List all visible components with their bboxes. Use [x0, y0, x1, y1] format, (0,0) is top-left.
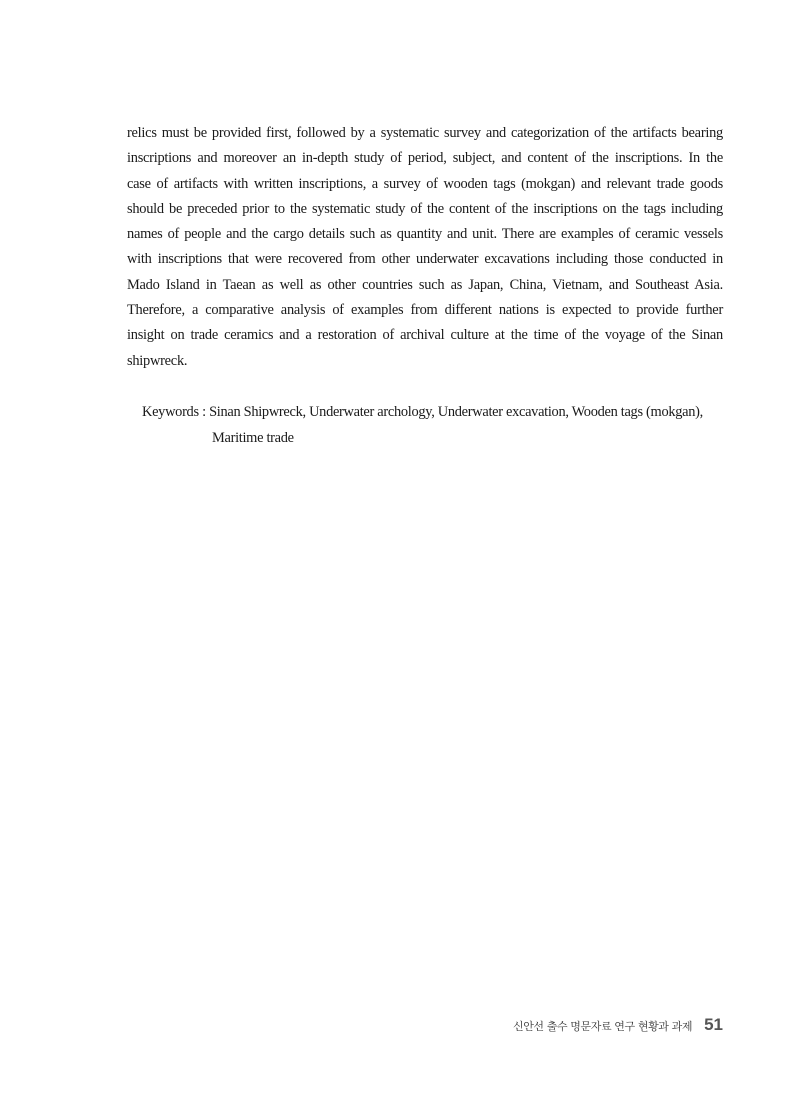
abstract-line: case of artifacts with written inscriptions, a survey of wooden tags (mokgan) and relevant trade goods [127, 175, 723, 192]
page-footer [513, 1015, 723, 1035]
running-title: 신안선 출수 명문자료 연구 현황과 과제 [512, 1020, 693, 1033]
abstract-line: Mado Island in Taean as well as other countries such as Japan, China, Vietnam, and Southeast Asia. [127, 276, 723, 293]
abstract-line: Therefore, a comparative analysis of examples from different nations is expected to provide further [127, 302, 723, 319]
abstract-line: insight on trade ceramics and a restoration of archival culture at the time of the voyage of the Sinan [127, 327, 723, 344]
abstract-line: inscriptions and moreover an in-depth study of period, subject, and content of the inscriptions. In the [127, 150, 723, 167]
abstract-paragraph [127, 121, 723, 374]
keywords-label: Keywords [142, 404, 199, 420]
abstract-line: should be preceded prior to the systematic study of the content of the inscriptions on the tags including [127, 200, 723, 217]
page-number: 51 [704, 1015, 723, 1034]
keywords-separator: : [198, 404, 210, 420]
abstract-line: shipwreck. [127, 352, 188, 369]
abstract-line: relics must be provided first, followed by a systematic survey and categorization of the artifacts bearing [127, 125, 723, 141]
keywords-continuation: Maritime trade [212, 429, 294, 446]
keywords-list: Sinan Shipwreck, Underwater archology, Underwater excavation, Wooden tags (mokgan), [209, 404, 703, 420]
keywords-row [142, 400, 732, 426]
abstract-line: names of people and the cargo details such as quantity and unit. There are examples of ceramic vessels [127, 226, 723, 243]
abstract-line: with inscriptions that were recovered from other underwater excavations including those conducted in [127, 251, 723, 268]
keywords-block [142, 400, 732, 451]
